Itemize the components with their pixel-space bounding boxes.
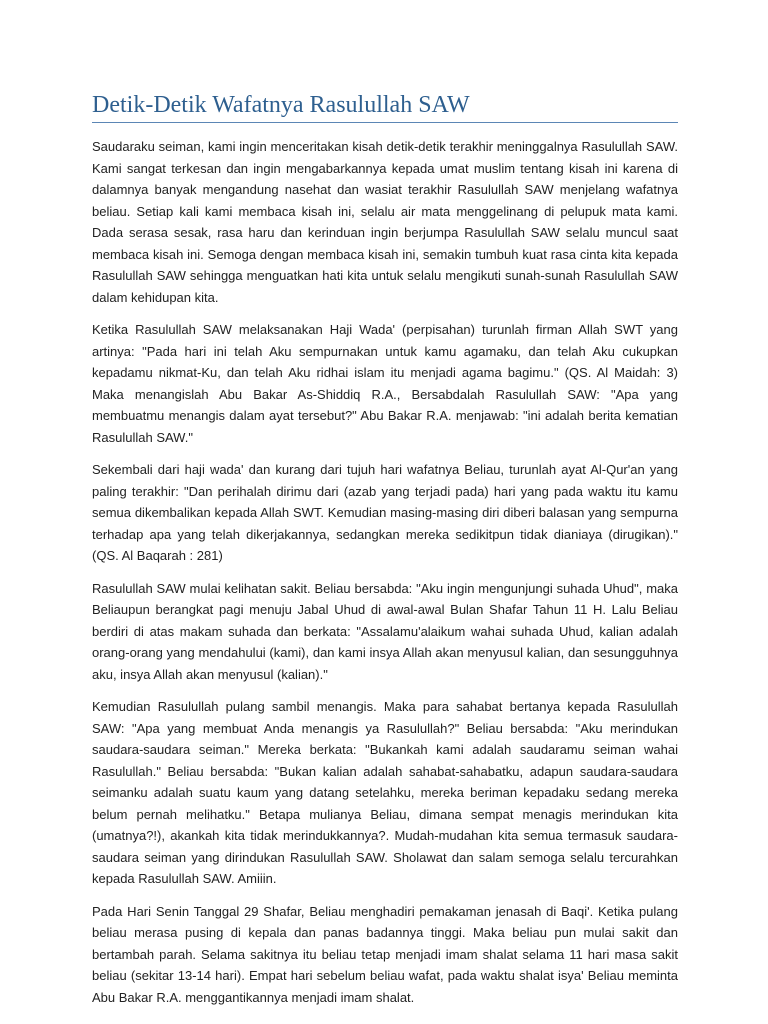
paragraph-uhud-visit: Rasulullah SAW mulai kelihatan sakit. Beliau bersabda: "Aku ingin mengunjungi suhada Uhud", maka Beliaupun berangkat pagi menuju Jabal Uhud di awal-awal Bulan Shafar Tahun 11 H. Lalu Beliau berdiri di atas makam suhada dan berkata: "Assalamu'alaikum wahai suhada Uhud, kalian adalah orang-orang yang mendahului (kami), dan kami insya Allah akan menyusul kalian, dan sesungguhnya aku, insya Allah akan menyusul (kalian).": [92, 580, 678, 682]
paragraph-haji-wada: Ketika Rasulullah SAW melaksanakan Haji Wada' (perpisahan) turunlah firman Allah SWT yang artinya: "Pada hari ini telah Aku sempurnakan untuk kamu agamaku, dan telah Aku cukupkan kepadamu nikmat-Ku, dan telah Aku ridhai islam itu menjadi agama bagimu." (QS. Al Maidah: 3) Maka menangislah Abu Bakar As-Shiddiq R.A., Bersabdalah Rasulullah SAW: "Apa yang membuatmu menangis dalam ayat tersebut?" Abu Bakar R.A. menjawab: "ini adalah berita kematian Rasulullah SAW.": [92, 322, 678, 445]
paragraph-illness: Pada Hari Senin Tanggal 29 Shafar, Beliau menghadiri pemakaman jenasah di Baqi'. Ketika pulang beliau merasa pusing di kepala dan panas badannya tinggi. Maka beliau pun mulai sakit dan bertambah parah. Selama sakitnya itu beliau tetap menjadi imam shalat selama 11 hari masa sakit beliau (sekitar 13-14 hari). Empat hari sebelum beliau wafat, pada waktu shalat isya' Beliau meminta Abu Bakar R.A. menggantikannya menjadi imam shalat.: [92, 903, 678, 1005]
page-title: Detik-Detik Wafatnya Rasulullah SAW: [92, 92, 470, 118]
paragraph-intro: Saudaraku seiman, kami ingin menceritakan kisah detik-detik terakhir meninggalnya Rasulullah SAW. Kami sangat terkesan dan ingin mengabarkannya kepada umat muslim tentang kisah ini karena di dalamnya banyak mengandung nasehat dan wasiat terakhir Rasulullah SAW menjelang wafatnya beliau. Setiap kali kami membaca kisah ini, selalu air mata menggelinang di pelupuk mata kami. Dada serasa sesak, rasa haru dan kerinduan ingin berjumpa Rasulullah SAW selalu muncul saat membaca kisah ini. Semoga dengan membaca kisah ini, semakin tumbuh kuat rasa cinta kita kepada Rasulullah SAW sehingga menguatkan hati kita untuk selalu mengikuti sunah-sunah Rasulullah SAW dalam kehidupan kita.: [92, 139, 678, 305]
title-underline-divider: [92, 122, 678, 123]
paragraph-brothers-in-faith: Kemudian Rasulullah pulang sambil menangis. Maka para sahabat bertanya kepada Rasulullah SAW: "Apa yang membuat Anda menangis ya Rasulullah?" Beliau bersabda: "Aku merindukan saudara-saudara seiman." Mereka berkata: "Bukankah kami adalah saudaramu seiman wahai Rasulullah." Beliau bersabda: "Bukan kalian adalah sahabat-sahabatku, adapun saudara-saudara seimanku adalah suatu kaum yang datang setelahku, mereka beriman kepadaku sedang mereka belum pernah melihatku." Betapa mulianya Beliau, dimana sempat menagis merindukan kita (umatnya?!), akankah kita tidak merindukkannya?. Mudah-mudahan kita semua termasuk saudara-saudara seiman yang dirindukan Rasulullah SAW. Sholawat dan salam semoga selalu tercurahkan kepada Rasulullah SAW. Amiiin.: [92, 699, 678, 886]
paragraph-last-verse: Sekembali dari haji wada' dan kurang dari tujuh hari wafatnya Beliau, turunlah ayat Al-Qur'an yang paling terakhir: "Dan perihalah dirimu dari (azab yang terjadi pada) hari yang pada waktu itu kamu semua dikembalikan kepada Allah SWT. Kemudian masing-masing diri diberi balasan yang sempurna terhadap apa yang telah dikerjakannya, sedangkan mereka sedikitpun tidak dianiaya (dirugikan)." (QS. Al Baqarah : 281): [92, 462, 678, 563]
document-body: [92, 136, 678, 1019]
